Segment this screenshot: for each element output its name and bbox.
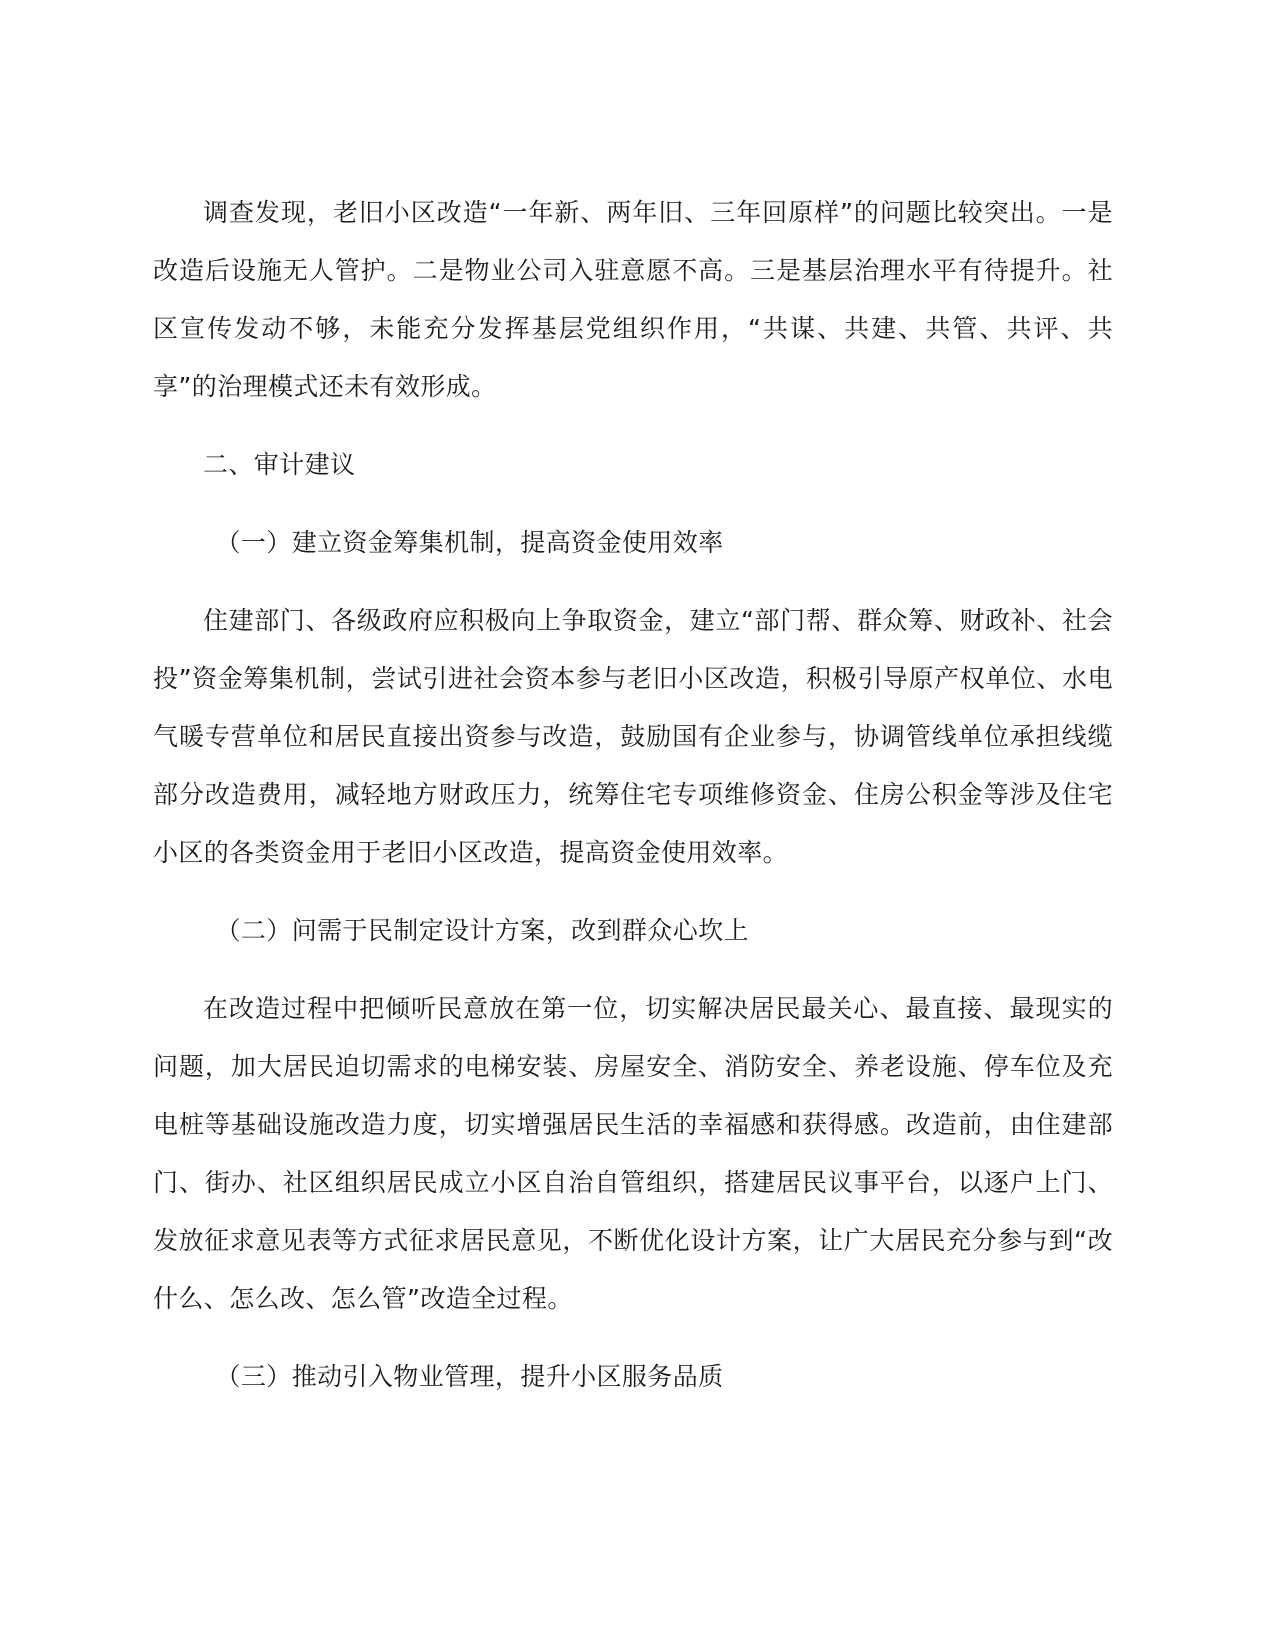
spacer (153, 960, 1113, 980)
subsection-two-heading: （二）问需于民制定设计方案，改到群众心坎上 (215, 916, 749, 945)
problem-paragraph: 调查发现，老旧小区改造“一年新、两年旧、三年回原样”的问题比较突出。一是改造后设施无人管护。二是物业公司入驻意愿不高。三是基层治理水平有待提升。社区宣传发动不够，未能充分发挥基层党组织作用，“共谋、共建、共管、共评、共享”的治理模式还未有效形成。 (153, 198, 1113, 401)
subsection-one-paragraph: 住建部门、各级政府应积极向上争取资金，建立“部门帮、群众筹、财政补、社会投”资金筹集机制，尝试引进社会资本参与老旧小区改造，积极引导原产权单位、水电气暖专营单位和居民直接出资参与改造，鼓励国有企业参与，协调管线单位承担线缆部分改造费用，减轻地方财政压力，统筹住宅专项维修资金、住房公积金等涉及住宅小区的各类资金用于老旧小区改造，提高资金使用效率。 (153, 606, 1113, 867)
spacer (153, 882, 1113, 902)
document-body (153, 184, 1113, 1406)
subsection-two-paragraph: 在改造过程中把倾听民意放在第一位，切实解决居民最关心、最直接、最现实的问题，加大居民迫切需求的电梯安装、房屋安全、消防安全、养老设施、停车位及充电桩等基础设施改造力度，切实增强居民生活的幸福感和获得感。改造前，由住建部门、街办、社区组织居民成立小区自治自管组织，搭建居民议事平台，以逐户上门、发放征求意见表等方式征求居民意见，不断优化设计方案，让广大居民充分参与到“改什么、怎么改、怎么管”改造全过程。 (153, 994, 1113, 1313)
subsection-one-heading: （一）建立资金筹集机制，提高资金使用效率 (215, 528, 724, 557)
subsection-three-heading: （三）推动引入物业管理，提升小区服务品质 (215, 1362, 724, 1391)
spacer (153, 572, 1113, 592)
spacer (153, 494, 1113, 514)
section-two-heading: 二、审计建议 (203, 450, 356, 479)
spacer (153, 416, 1113, 436)
spacer (153, 1328, 1113, 1348)
